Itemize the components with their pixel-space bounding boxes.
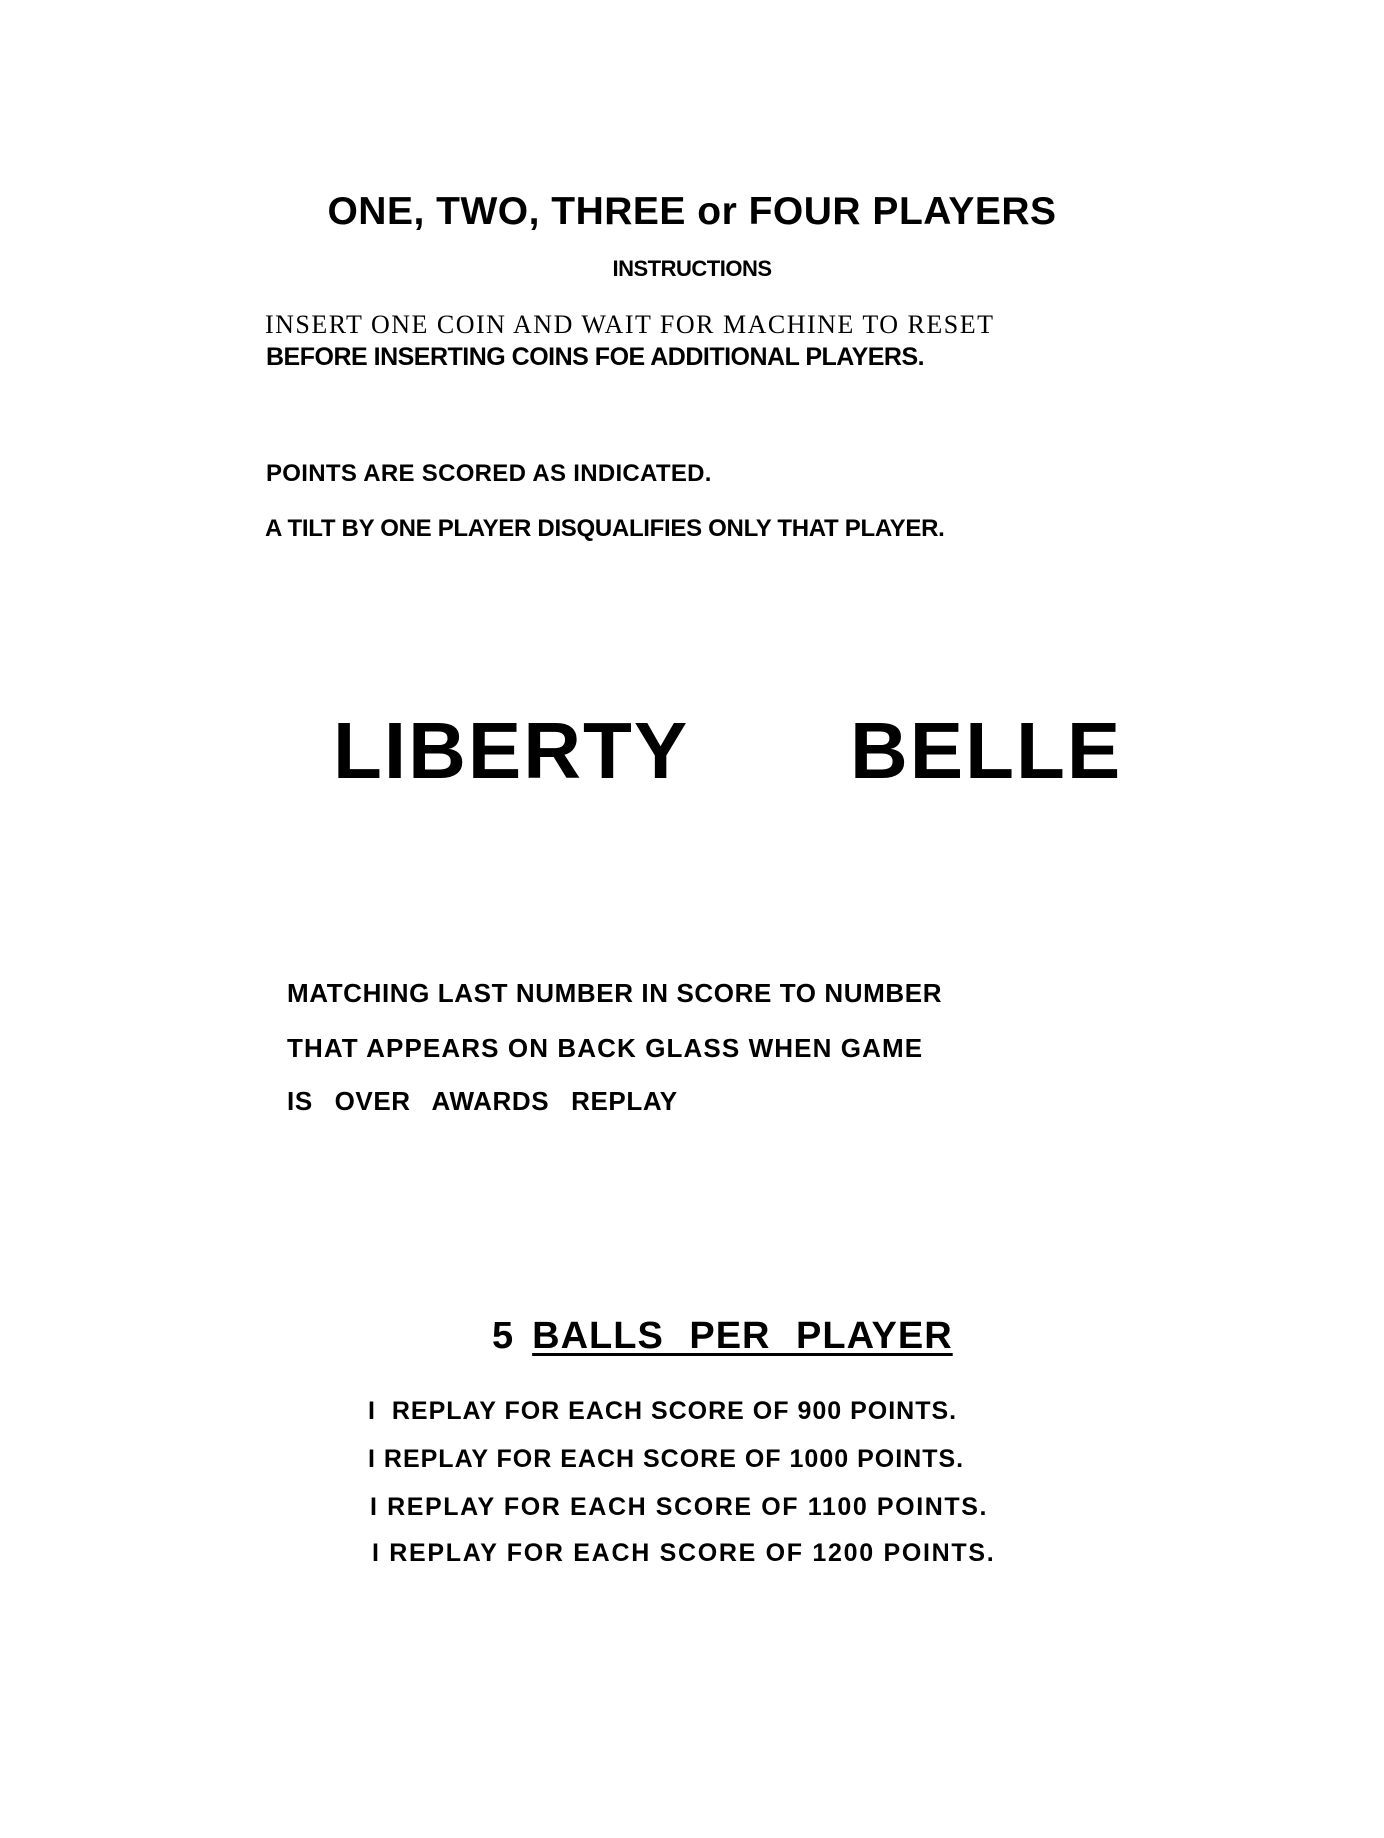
balls-per-player-heading: [492, 1315, 953, 1358]
players-heading: ONE, TWO, THREE or FOUR PLAYERS: [327, 190, 1057, 233]
balls-label: BALLS PER PLAYER: [532, 1315, 953, 1357]
game-title-liberty: LIBERTY: [333, 706, 690, 795]
balls-count: 5: [492, 1315, 515, 1357]
match-rule-line-3: IS OVER AWARDS REPLAY: [287, 1086, 678, 1116]
replay-line-1100: I REPLAY FOR EACH SCORE OF 1100 POINTS.: [370, 1493, 989, 1521]
replay-line-900: I REPLAY FOR EACH SCORE OF 900 POINTS.: [368, 1397, 958, 1425]
coin-instruction-line-2: BEFORE INSERTING COINS FOE ADDITIONAL PLAYERS.: [266, 343, 925, 371]
match-rule-line-2: THAT APPEARS ON BACK GLASS WHEN GAME: [287, 1033, 924, 1063]
instructions-subheading: INSTRUCTIONS: [612, 256, 772, 281]
replay-line-1200: I REPLAY FOR EACH SCORE OF 1200 POINTS.: [372, 1539, 996, 1567]
tilt-instruction: A TILT BY ONE PLAYER DISQUALIFIES ONLY THAT PLAYER.: [265, 515, 945, 542]
game-title-belle: BELLE: [850, 706, 1123, 795]
replay-line-1000: I REPLAY FOR EACH SCORE OF 1000 POINTS.: [368, 1445, 965, 1473]
match-rule-line-1: MATCHING LAST NUMBER IN SCORE TO NUMBER: [287, 978, 943, 1008]
coin-instruction-line-1: INSERT ONE COIN AND WAIT FOR MACHINE TO RESET: [265, 310, 995, 339]
scoring-instruction: POINTS ARE SCORED AS INDICATED.: [266, 460, 712, 487]
